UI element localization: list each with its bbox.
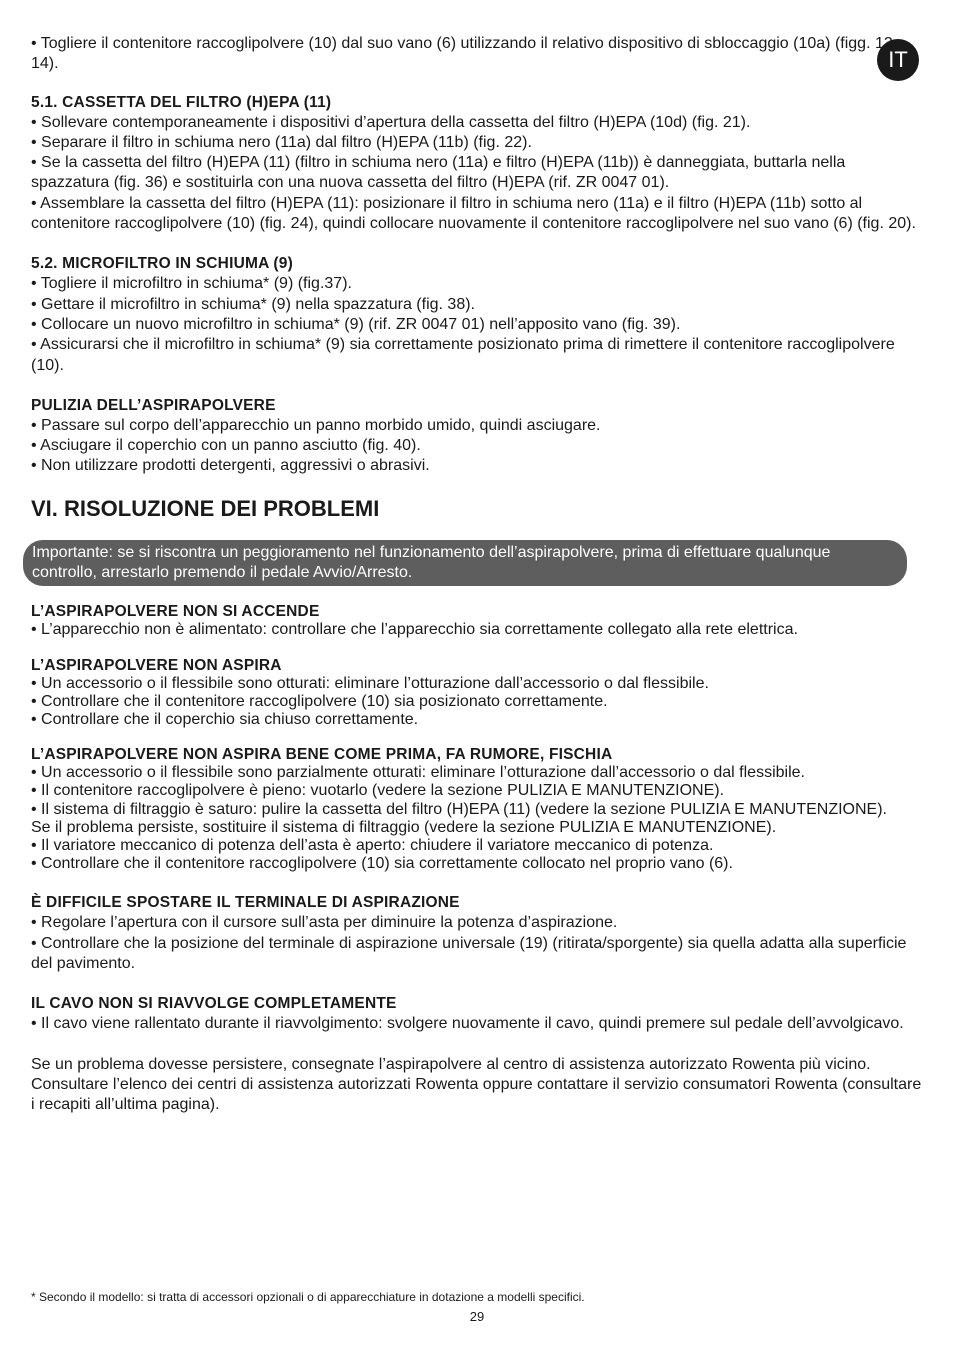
section-5-2-item: • Gettare il microfiltro in schiuma* (9) nella spazzatura (fig. 38). (31, 295, 475, 313)
important-notice: Importante: se si riscontra un peggioramento nel funzionamento dell’aspirapolvere, prima di effettuare qualunque controllo, arrestarlo premendo il pedale Avvio/Arresto. (23, 540, 907, 587)
closing-paragraph: Se un problema dovesse persistere, consegnate l’aspirapolvere al centro di assistenza autorizzato Rowenta più vicino. (31, 1055, 871, 1073)
problem-item: • L’apparecchio non è alimentato: controllare che l’apparecchio sia correttamente collegato alla rete elettrica. (31, 621, 798, 639)
section-5-1-item: • Separare il filtro in schiuma nero (11a) dal filtro (H)EPA (11b) (fig. 22). (31, 133, 532, 151)
problem-item: • Il variatore meccanico di potenza dell’asta è aperto: chiudere il variatore meccanico di potenza. (31, 836, 714, 854)
cleaning-item: • Non utilizzare prodotti detergenti, aggressivi o abrasivi. (31, 457, 430, 475)
problem-item: • Controllare che il contenitore raccoglipolvere (10) sia correttamente collocato nel proprio vano (6). (31, 855, 733, 873)
section-5-1-item: • Se la cassetta del filtro (H)EPA (11) (filtro in schiuma nero (11a) e filtro (H)EPA (11b)) è danneggiata, buttarla nella spazzatura (fig. 36) e sostituirla con una nuova cassetta del filtro (H)EPA (rif. ZR 0047 01). (31, 154, 846, 192)
problem-item: • Un accessorio o il flessibile sono otturati: eliminare l’otturazione dall’accessorio o dal flessibile. (31, 674, 709, 692)
section-5-1-heading: 5.1. CASSETTA DEL FILTRO (H)EPA (11) (31, 93, 332, 111)
problem-item: • Il cavo viene rallentato durante il riavvolgimento: svolgere nuovamente il cavo, quindi premere sul pedale dell’avvolgicavo. (31, 1015, 904, 1033)
closing-paragraph: Consultare l’elenco dei centri di assistenza autorizzati Rowenta oppure contattare il servizio consumatori Rowenta (consultare i recapiti all’ultima pagina). (31, 1075, 922, 1114)
problem-item: Se il problema persiste, sostituire il sistema di filtraggio (vedere la sezione PULIZIA E MANUTENZIONE). (31, 818, 777, 836)
problem-heading: L’ASPIRAPOLVERE NON ASPIRA (31, 656, 282, 674)
problem-heading: È DIFFICILE SPOSTARE IL TERMINALE DI ASPIRAZIONE (31, 894, 460, 912)
cleaning-item: • Passare sul corpo dell’apparecchio un panno morbido umido, quindi asciugare. (31, 416, 601, 434)
section-5-2-heading: 5.2. MICROFILTRO IN SCHIUMA (9) (31, 255, 293, 273)
language-badge: IT (877, 39, 919, 81)
page-number: 29 (469, 1309, 485, 1324)
section-5-2-item: • Collocare un nuovo microfiltro in schiuma* (9) (rif. ZR 0047 01) nell’apposito vano (fig. 39). (31, 315, 681, 333)
problem-item: • Controllare che il contenitore raccoglipolvere (10) sia posizionato correttamente. (31, 692, 608, 710)
footnote: * Secondo il modello: si tratta di accessori opzionali o di apparecchiature in dotazione a modelli specifici. (31, 1290, 585, 1304)
cleaning-heading: PULIZIA DELL’ASPIRAPOLVERE (31, 396, 276, 414)
problem-item: • Un accessorio o il flessibile sono parzialmente otturati: eliminare l’otturazione dall’accessorio o dal flessibile. (31, 764, 805, 782)
page-content (31, 34, 923, 1115)
section-5-1-item: • Sollevare contemporaneamente i dispositivi d’apertura della cassetta del filtro (H)EPA (10d) (fig. 21). (31, 113, 751, 131)
problem-heading: L’ASPIRAPOLVERE NON ASPIRA BENE COME PRIMA, FA RUMORE, FISCHIA (31, 746, 613, 764)
problem-item: • Controllare che la posizione del terminale di aspirazione universale (19) (ritirata/sporgente) sia quella adatta alla superficie del pavimento. (31, 934, 907, 972)
section-5-1-item: • Assemblare la cassetta del filtro (H)EPA (11): posizionare il filtro in schiuma nero (11a) e il filtro (H)EPA (11b) sotto al contenitore raccoglipolvere (10) (fig. 24), quindi collocare nuovamente il contenitore raccoglipolvere nel suo vano (6) (fig. 20). (31, 194, 916, 233)
section-5-2-item: • Assicurarsi che il microfiltro in schiuma* (9) sia correttamente posizionato prima di rimettere il contenitore raccoglipolvere (10). (31, 336, 895, 374)
problem-item: • Regolare l’apertura con il cursore sull’asta per diminuire la potenza d’aspirazione. (31, 914, 618, 932)
cleaning-item: • Asciugare il coperchio con un panno asciutto (fig. 40). (31, 437, 421, 455)
chapter-title: VI. RISOLUZIONE DEI PROBLEMI (31, 495, 380, 521)
problem-heading: L’ASPIRAPOLVERE NON SI ACCENDE (31, 603, 320, 621)
intro-paragraph: • Togliere il contenitore raccoglipolvere (10) dal suo vano (6) utilizzando il relativo dispositivo di sbloccaggio (10a) (figg. 13-14). (31, 35, 899, 73)
problem-heading: IL CAVO NON SI RIAVVOLGE COMPLETAMENTE (31, 995, 397, 1013)
section-5-2-item: • Togliere il microfiltro in schiuma* (9) (fig.37). (31, 275, 352, 293)
problem-item: • Il sistema di filtraggio è saturo: pulire la cassetta del filtro (H)EPA (11) (vedere la sezione PULIZIA E MANUTENZIONE). (31, 800, 887, 818)
problem-item: • Controllare che il coperchio sia chiuso correttamente. (31, 710, 419, 728)
problem-item: • Il contenitore raccoglipolvere è pieno: vuotarlo (vedere la sezione PULIZIA E MANUTENZIONE). (31, 782, 725, 800)
